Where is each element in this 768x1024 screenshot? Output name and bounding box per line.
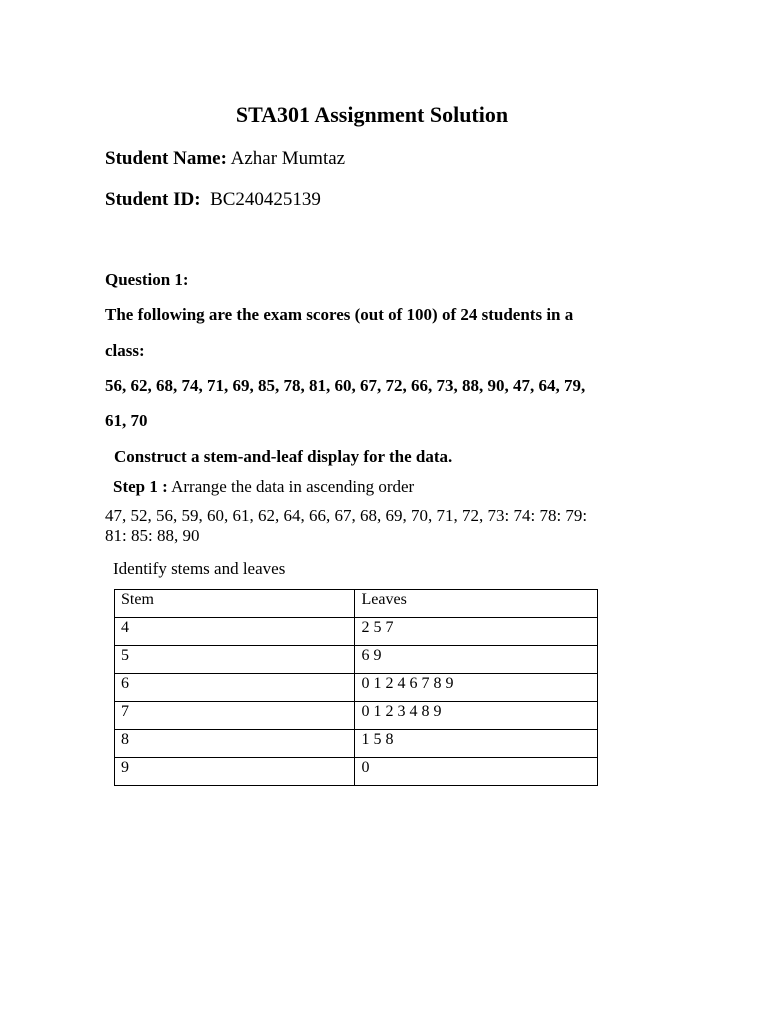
leaves-cell: 2 5 7 <box>355 618 598 646</box>
table-row <box>115 730 598 758</box>
question-heading: Question 1: <box>105 270 189 289</box>
step1-label: Step 1 : <box>113 477 168 496</box>
student-name-value: Azhar Mumtaz <box>230 148 346 169</box>
table-row <box>115 674 598 702</box>
identify-stems-text: Identify stems and leaves <box>113 559 286 578</box>
step1-line <box>113 476 414 497</box>
leaves-cell: 0 1 2 4 6 7 8 9 <box>355 674 598 702</box>
student-id-line <box>105 188 321 212</box>
table-header-row <box>115 590 598 618</box>
stem-leaf-table <box>114 589 598 786</box>
stem-cell: 6 <box>115 674 355 702</box>
stem-cell: 8 <box>115 730 355 758</box>
sorted-data-line-2: 81: 85: 88, 90 <box>105 526 200 545</box>
document-title: STA301 Assignment Solution <box>235 102 509 127</box>
stem-cell: 4 <box>115 618 355 646</box>
table-row <box>115 618 598 646</box>
step1-text: Arrange the data in ascending order <box>171 477 415 496</box>
student-id-label: Student ID: <box>105 189 201 210</box>
sorted-data-line-1: 47, 52, 56, 59, 60, 61, 62, 64, 66, 67, 68, 69, 70, 71, 72, 73: 74: 78: 79: <box>105 506 588 525</box>
stem-header: Stem <box>115 590 355 618</box>
question-prompt-line-1: The following are the exam scores (out of 100) of 24 students in a <box>105 305 574 324</box>
leaves-cell: 1 5 8 <box>355 730 598 758</box>
leaves-header: Leaves <box>355 590 598 618</box>
table-row <box>115 758 598 786</box>
question-task: Construct a stem-and-leaf display for the data. <box>114 447 453 466</box>
student-name-line <box>105 147 345 171</box>
leaves-cell: 0 <box>355 758 598 786</box>
stem-cell: 5 <box>115 646 355 674</box>
table-row <box>115 702 598 730</box>
stem-cell: 9 <box>115 758 355 786</box>
leaves-cell: 0 1 2 3 4 8 9 <box>355 702 598 730</box>
question-data-line-1: 56, 62, 68, 74, 71, 69, 85, 78, 81, 60, 67, 72, 66, 73, 88, 90, 47, 64, 79, <box>105 376 586 395</box>
question-prompt-line-2: class: <box>105 341 145 360</box>
student-id-value: BC240425139 <box>210 189 321 210</box>
table-row <box>115 646 598 674</box>
student-name-label: Student Name: <box>105 148 227 169</box>
leaves-cell: 6 9 <box>355 646 598 674</box>
question-data-line-2: 61, 70 <box>105 411 148 430</box>
stem-cell: 7 <box>115 702 355 730</box>
